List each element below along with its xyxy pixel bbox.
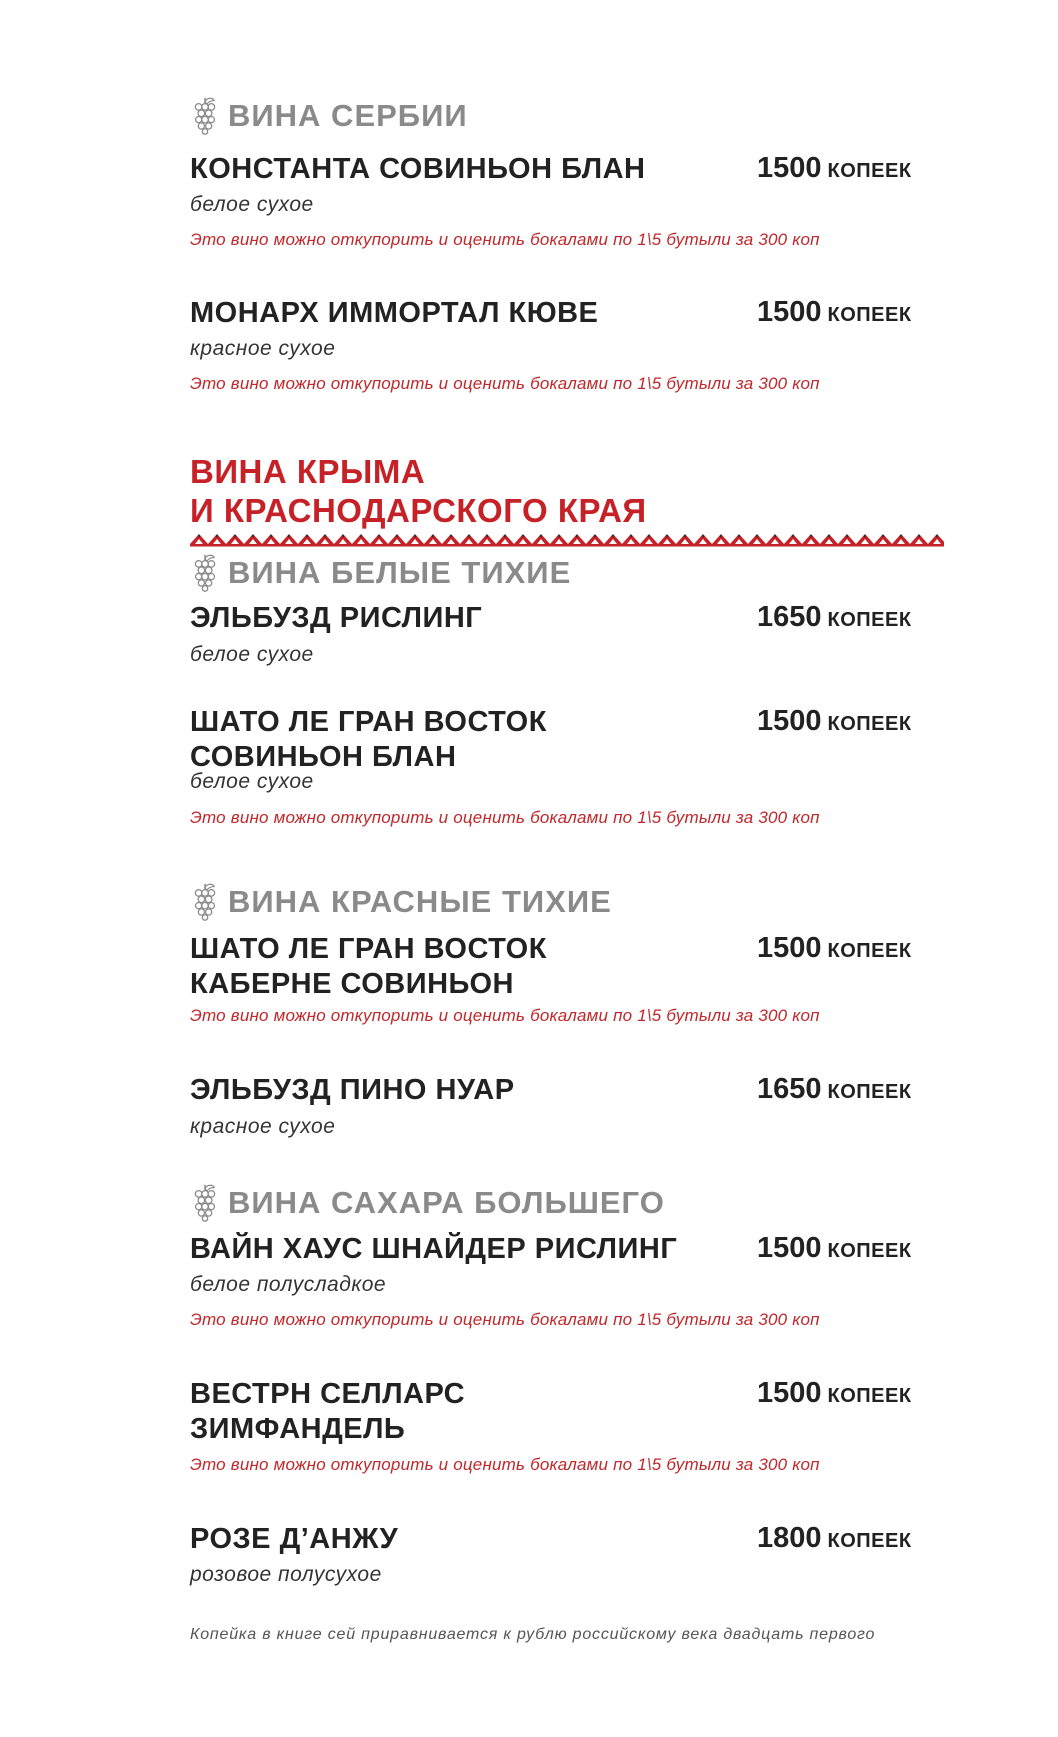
price-currency: КОПЕЕК (827, 940, 912, 962)
wine-price (757, 1232, 912, 1265)
category-title: ВИНА СЕРБИИ (228, 98, 468, 133)
wine-name (190, 932, 547, 1002)
glass-note: Это вино можно откупорить и оценить бокалами по 1\5 бутыли за 300 коп (190, 1455, 820, 1474)
wine-price (757, 1073, 912, 1106)
price-value: 1500 (757, 932, 822, 964)
wine-style: белое сухое (190, 193, 314, 216)
grapes-icon (190, 553, 220, 593)
wine-price (757, 601, 912, 634)
footer-note: Копейка в книге сей приравнивается к рублю российскому века двадцать первого (190, 1626, 876, 1643)
wine-name-line-2: ЗИМФАНДЕЛЬ (190, 1413, 406, 1445)
price-currency: КОПЕЕК (827, 609, 912, 631)
category-title: ВИНА КРАСНЫЕ ТИХИЕ (228, 884, 612, 919)
price-currency: КОПЕЕК (827, 160, 912, 182)
grapes-icon (190, 96, 220, 136)
wine-name: ЭЛЬБУЗД РИСЛИНГ (190, 602, 483, 634)
wine-style: белое полусладкое (190, 1273, 387, 1296)
price-value: 1800 (757, 1522, 822, 1554)
wine-name (190, 1377, 465, 1447)
ornament-border (190, 532, 944, 548)
price-value: 1500 (757, 296, 822, 328)
category-red-still (190, 882, 612, 922)
price-currency: КОПЕЕК (827, 713, 912, 735)
grapes-icon (190, 1183, 220, 1223)
wine-name-line-1: ШАТО ЛЕ ГРАН ВОСТОК (190, 706, 547, 738)
category-sakhara (190, 1183, 665, 1223)
wine-name: МОНАРХ ИММОРТАЛ КЮВЕ (190, 297, 599, 329)
glass-note: Это вино можно откупорить и оценить бокалами по 1\5 бутыли за 300 коп (190, 808, 820, 827)
glass-note: Это вино можно откупорить и оценить бокалами по 1\5 бутыли за 300 коп (190, 1310, 820, 1329)
wine-name-line-1: ВЕСТРН СЕЛЛАРС (190, 1378, 466, 1410)
wine-name: ЭЛЬБУЗД ПИНО НУАР (190, 1074, 515, 1106)
glass-note: Это вино можно откупорить и оценить бокалами по 1\5 бутыли за 300 коп (190, 374, 820, 393)
price-value: 1650 (757, 601, 822, 633)
price-value: 1500 (757, 705, 822, 737)
wine-price (757, 705, 912, 738)
glass-note: Это вино можно откупорить и оценить бокалами по 1\5 бутыли за 300 коп (190, 1006, 820, 1025)
wine-price (757, 932, 912, 965)
price-currency: КОПЕЕК (827, 1530, 912, 1552)
region-line-1: ВИНА КРЫМА (190, 453, 426, 490)
wine-name-line-1: ШАТО ЛЕ ГРАН ВОСТОК (190, 933, 547, 965)
price-currency: КОПЕЕК (827, 1385, 912, 1407)
wine-name: РОЗЕ Д’АНЖУ (190, 1523, 399, 1555)
category-title: ВИНА САХАРА БОЛЬШЕГО (228, 1185, 665, 1220)
category-serbia (190, 96, 468, 136)
price-value: 1500 (757, 1377, 822, 1409)
wine-price (757, 296, 912, 329)
price-currency: КОПЕЕК (827, 304, 912, 326)
grapes-icon (190, 882, 220, 922)
wine-name: ВАЙН ХАУС ШНАЙДЕР РИСЛИНГ (190, 1233, 678, 1265)
wine-style: красное сухое (190, 337, 336, 360)
wine-style: белое сухое (190, 770, 314, 793)
wine-style: красное сухое (190, 1115, 336, 1138)
category-white-still (190, 553, 571, 593)
wine-name-line-2: КАБЕРНЕ СОВИНЬОН (190, 968, 514, 1000)
region-heading (190, 452, 647, 530)
wine-price (757, 1377, 912, 1410)
price-currency: КОПЕЕК (827, 1081, 912, 1103)
wine-price (757, 152, 912, 185)
price-currency: КОПЕЕК (827, 1240, 912, 1262)
price-value: 1650 (757, 1073, 822, 1105)
category-title: ВИНА БЕЛЫЕ ТИХИЕ (228, 555, 572, 590)
glass-note: Это вино можно откупорить и оценить бокалами по 1\5 бутыли за 300 коп (190, 230, 820, 249)
wine-name: КОНСТАНТА СОВИНЬОН БЛАН (190, 153, 646, 185)
wine-price (757, 1522, 912, 1555)
wine-style: белое сухое (190, 643, 314, 666)
wine-name (190, 705, 547, 775)
wine-style: розовое полусухое (190, 1563, 382, 1586)
price-value: 1500 (757, 1232, 822, 1264)
wine-name-line-2: СОВИНЬОН БЛАН (190, 741, 457, 773)
region-line-2: И КРАСНОДАРСКОГО КРАЯ (190, 492, 647, 529)
price-value: 1500 (757, 152, 822, 184)
